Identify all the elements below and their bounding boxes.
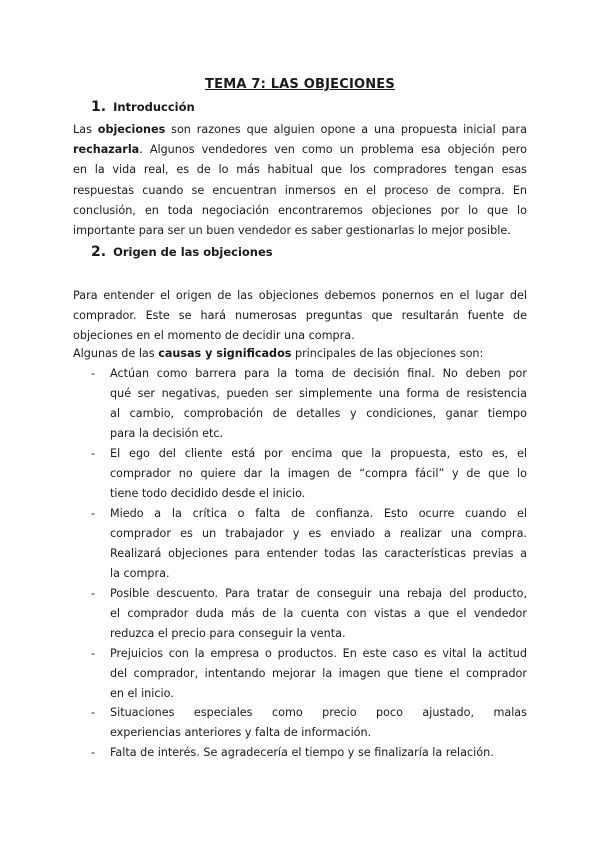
bullet-6-line: experiencias anteriores y falta de información. [110, 726, 372, 739]
bullet-marker: - [91, 746, 96, 759]
origin-line-3: objeciones en el momento de decidir una compra. [73, 329, 355, 342]
bullet-5-line: Prejuicios con la empresa o productos. En este caso es vital la actitud [110, 647, 527, 660]
origin-line-4: Algunas de las causas y significados principales de las objeciones son: [73, 347, 484, 360]
bullet-4-line: Posible descuento. Para tratar de conseguir una rebaja del producto, [110, 587, 527, 600]
bullet-1-line: para la decisión etc. [110, 427, 224, 440]
bullet-2-line: El ego del cliente está por encima que la propuesta, esto es, el [110, 447, 527, 460]
section-number: 1. [91, 99, 107, 115]
intro-line-1: Las objeciones son razones que alguien opone a una propuesta inicial para [73, 123, 527, 136]
page-title: TEMA 7: LAS OBJECIONES [205, 77, 395, 92]
intro-line-6: importante para ser un buen vendedor es saber gestionarlas lo mejor posible. [73, 224, 511, 237]
bullet-1-line: Actúan como barrera para la toma de decisión final. No deben por [110, 367, 527, 380]
bullet-marker: - [91, 706, 96, 719]
bullet-1-line: qué ser negativas, pueden ser simplemente una forma de resistencia [110, 387, 527, 400]
bullet-5-line: del comprador, intentando mejorar la imagen que tiene el comprador [110, 667, 527, 680]
section-number: 2. [91, 244, 107, 260]
origin-line-2: comprador. Este se hará numerosas preguntas que resultarán fuente de [73, 309, 527, 322]
intro-line-2: rechazarla. Algunos vendedores ven como un problema esa objeción pero [73, 143, 527, 156]
bullet-3-line: comprador es un trabajador y es enviado a realizar una compra. [110, 527, 527, 540]
bullet-6-line: Situaciones especiales como precio poco ajustado, malas [110, 706, 527, 719]
intro-line-4: respuestas cuando se encuentran inmersos en el proceso de compra. En [73, 184, 527, 197]
bullet-1-line: al cambio, comprobación de detalles y condiciones, ganar tiempo [110, 407, 527, 420]
bullet-2-line: tiene todo decidido desde el inicio. [110, 487, 306, 500]
bullet-7-line: Falta de interés. Se agradecería el tiempo y se finalizaría la relación. [110, 746, 494, 759]
section-title: Origen de las objeciones [113, 245, 273, 259]
bullet-5-line: en el inicio. [110, 687, 174, 700]
section-heading-origen [91, 244, 273, 260]
bullet-3-line: Miedo a la crítica o falta de confianza. Esto ocurre cuando el [110, 507, 527, 520]
bullet-marker: - [91, 447, 96, 460]
bold-term: rechazarla [73, 143, 140, 156]
section-title: Introducción [113, 100, 195, 114]
bullet-3-line: la compra. [110, 567, 170, 580]
bold-term: causas y significados [158, 347, 292, 360]
bullet-4-line: el comprador duda más de la cuenta con vistas a que el vendedor [110, 607, 527, 620]
bullet-marker: - [91, 647, 96, 660]
intro-line-5: conclusión, en toda negociación encontraremos objeciones por lo que lo [73, 204, 527, 217]
intro-line-3: en la vida real, es de lo más habitual que los compradores tengan esas [73, 163, 527, 176]
bullet-2-line: comprador no quiere dar la imagen de “compra fácil” y de que lo [110, 467, 527, 480]
bullet-4-line: reduzca el precio para conseguir la venta. [110, 627, 346, 640]
bullet-marker: - [91, 587, 96, 600]
section-heading-introduccion [91, 99, 195, 115]
bullet-marker: - [91, 507, 96, 520]
bullet-marker: - [91, 367, 96, 380]
origin-line-1: Para entender el origen de las objeciones debemos ponernos en el lugar del [73, 289, 527, 302]
bold-term: objeciones [97, 123, 166, 136]
bullet-3-line: Realizará objeciones para entender todas las características previas a [110, 547, 527, 560]
